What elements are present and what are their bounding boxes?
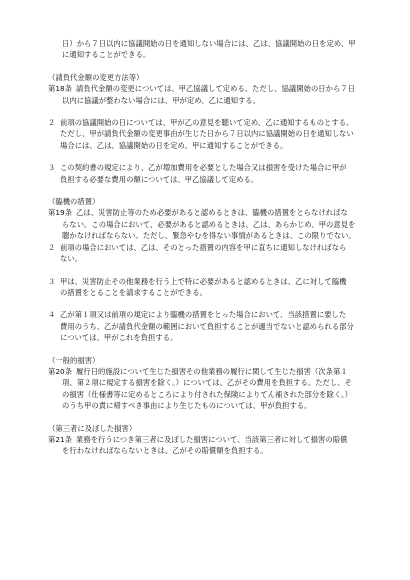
text-line: については、甲がこれを負担する。 [60,333,178,343]
article-19-paragraph-1 [48,207,376,218]
text-line: 業務を行うにつき第三者に及ぼした損害について、当該第三者に対して損害の賠償 [76,434,348,444]
article-18-paragraph-2 [48,117,376,151]
paragraph-number: ２ [48,242,56,252]
paragraph-number: ２ [48,118,56,128]
paragraph-number: ３ [48,276,56,286]
text-line: 項、第２項に規定する損害を除く。）については、乙がその費用を負担する。ただし、そ [62,378,352,388]
paragraph-number: ４ [48,310,56,320]
paragraph-number: ３ [48,163,56,173]
article-number: 第18条 [48,84,73,94]
text-line: 費用のうち、乙が請負代金額の範囲において負担することが適当でないと認められる部分 [60,321,354,331]
article-19-paragraph-3 [48,276,376,299]
article-18-paragraph-1 [48,83,376,94]
section-heading-18: （請負代金額の変更方法等） [48,72,144,82]
section-heading-20: （一般的損害） [48,355,100,365]
text-line: 前項の協議開始の日については、甲が乙の意見を聴いて定め、乙に通知するものとする。 [60,118,354,128]
text-line: 請負代金額の変更については、甲乙協議して定める。ただし、協議開始の日から７日 [76,84,356,94]
section-heading-19: （臨機の措置） [48,197,100,207]
text-line: 負担する必要な費用の額については、甲乙協議して定める。 [60,174,259,184]
text-line: 前項の場合においては、乙は、そのとった措置の内容を甲に直ちに通知しなければなら [60,242,347,252]
text-line: らない。この場合において、必要があると認めるときは、乙は、あらかじめ、甲の意見を [62,219,356,229]
text-line: 乙は、災害防止等のため必要があると認めるときは、臨機の措置をとらなければな [76,208,348,218]
text-line: ただし、甲が請負代金額の変更事由が生じた日から７日以内に協議開始の日を通知しない [60,129,354,139]
article-number: 第19条 [48,208,73,218]
text-line: のうち甲の責に帰すべき事由により生じたものについては、甲が負担する。 [62,401,312,411]
article-20-paragraph-1 [48,366,376,377]
text-line: に通知することができる。 [62,50,151,60]
text-line: を行わなければならないときは、乙がその賠償額を負担する。 [62,446,268,456]
article-number: 第21条 [48,434,73,444]
text-line: 乙が第１項又は前項の規定により臨機の措置をとった場合において、当該措置に要した [60,310,347,320]
text-line: 聴かなければならない。ただし、緊急やむを得ない事情があるときは、この限りでない。 [62,231,356,241]
text-line: の措置をとることを請求することができる。 [60,287,207,297]
text-line: 以内に協議が整わない場合には、甲が定め、乙に通知する。 [62,95,261,105]
text-line: の損害（仕様書等に定めるところにより付された保険によりてん補された部分を除く。） [62,389,353,399]
text-line: 履行日的施設について生じた損害その他業務の履行に関して生じた損害（次条第１ [76,366,348,376]
text-line: 甲は、災害防止その他業務を行う上で特に必要があると認めるときは、乙に対して臨機 [60,276,347,286]
section-heading-21: （第三者に及ぼした損害） [48,423,137,433]
text-line: ない。 [60,254,83,264]
text-line: 日）から７日以内に協議開始の日を通知しない場合には、乙は、協議開始の日を定め、甲 [62,39,356,48]
text-line: この契約書の規定により、乙が増加費用を必要とした場合又は損害を受けた場合に甲が [60,163,347,173]
article-18-paragraph-3 [48,162,376,185]
text-line: 場合には、乙は、協議開始の日を定め、甲に通知することができる。 [60,140,288,150]
article-19-paragraph-2 [48,242,376,265]
article-21-paragraph-1 [48,434,376,445]
article-number: 第20条 [48,366,73,376]
article-19-paragraph-4 [48,309,376,343]
